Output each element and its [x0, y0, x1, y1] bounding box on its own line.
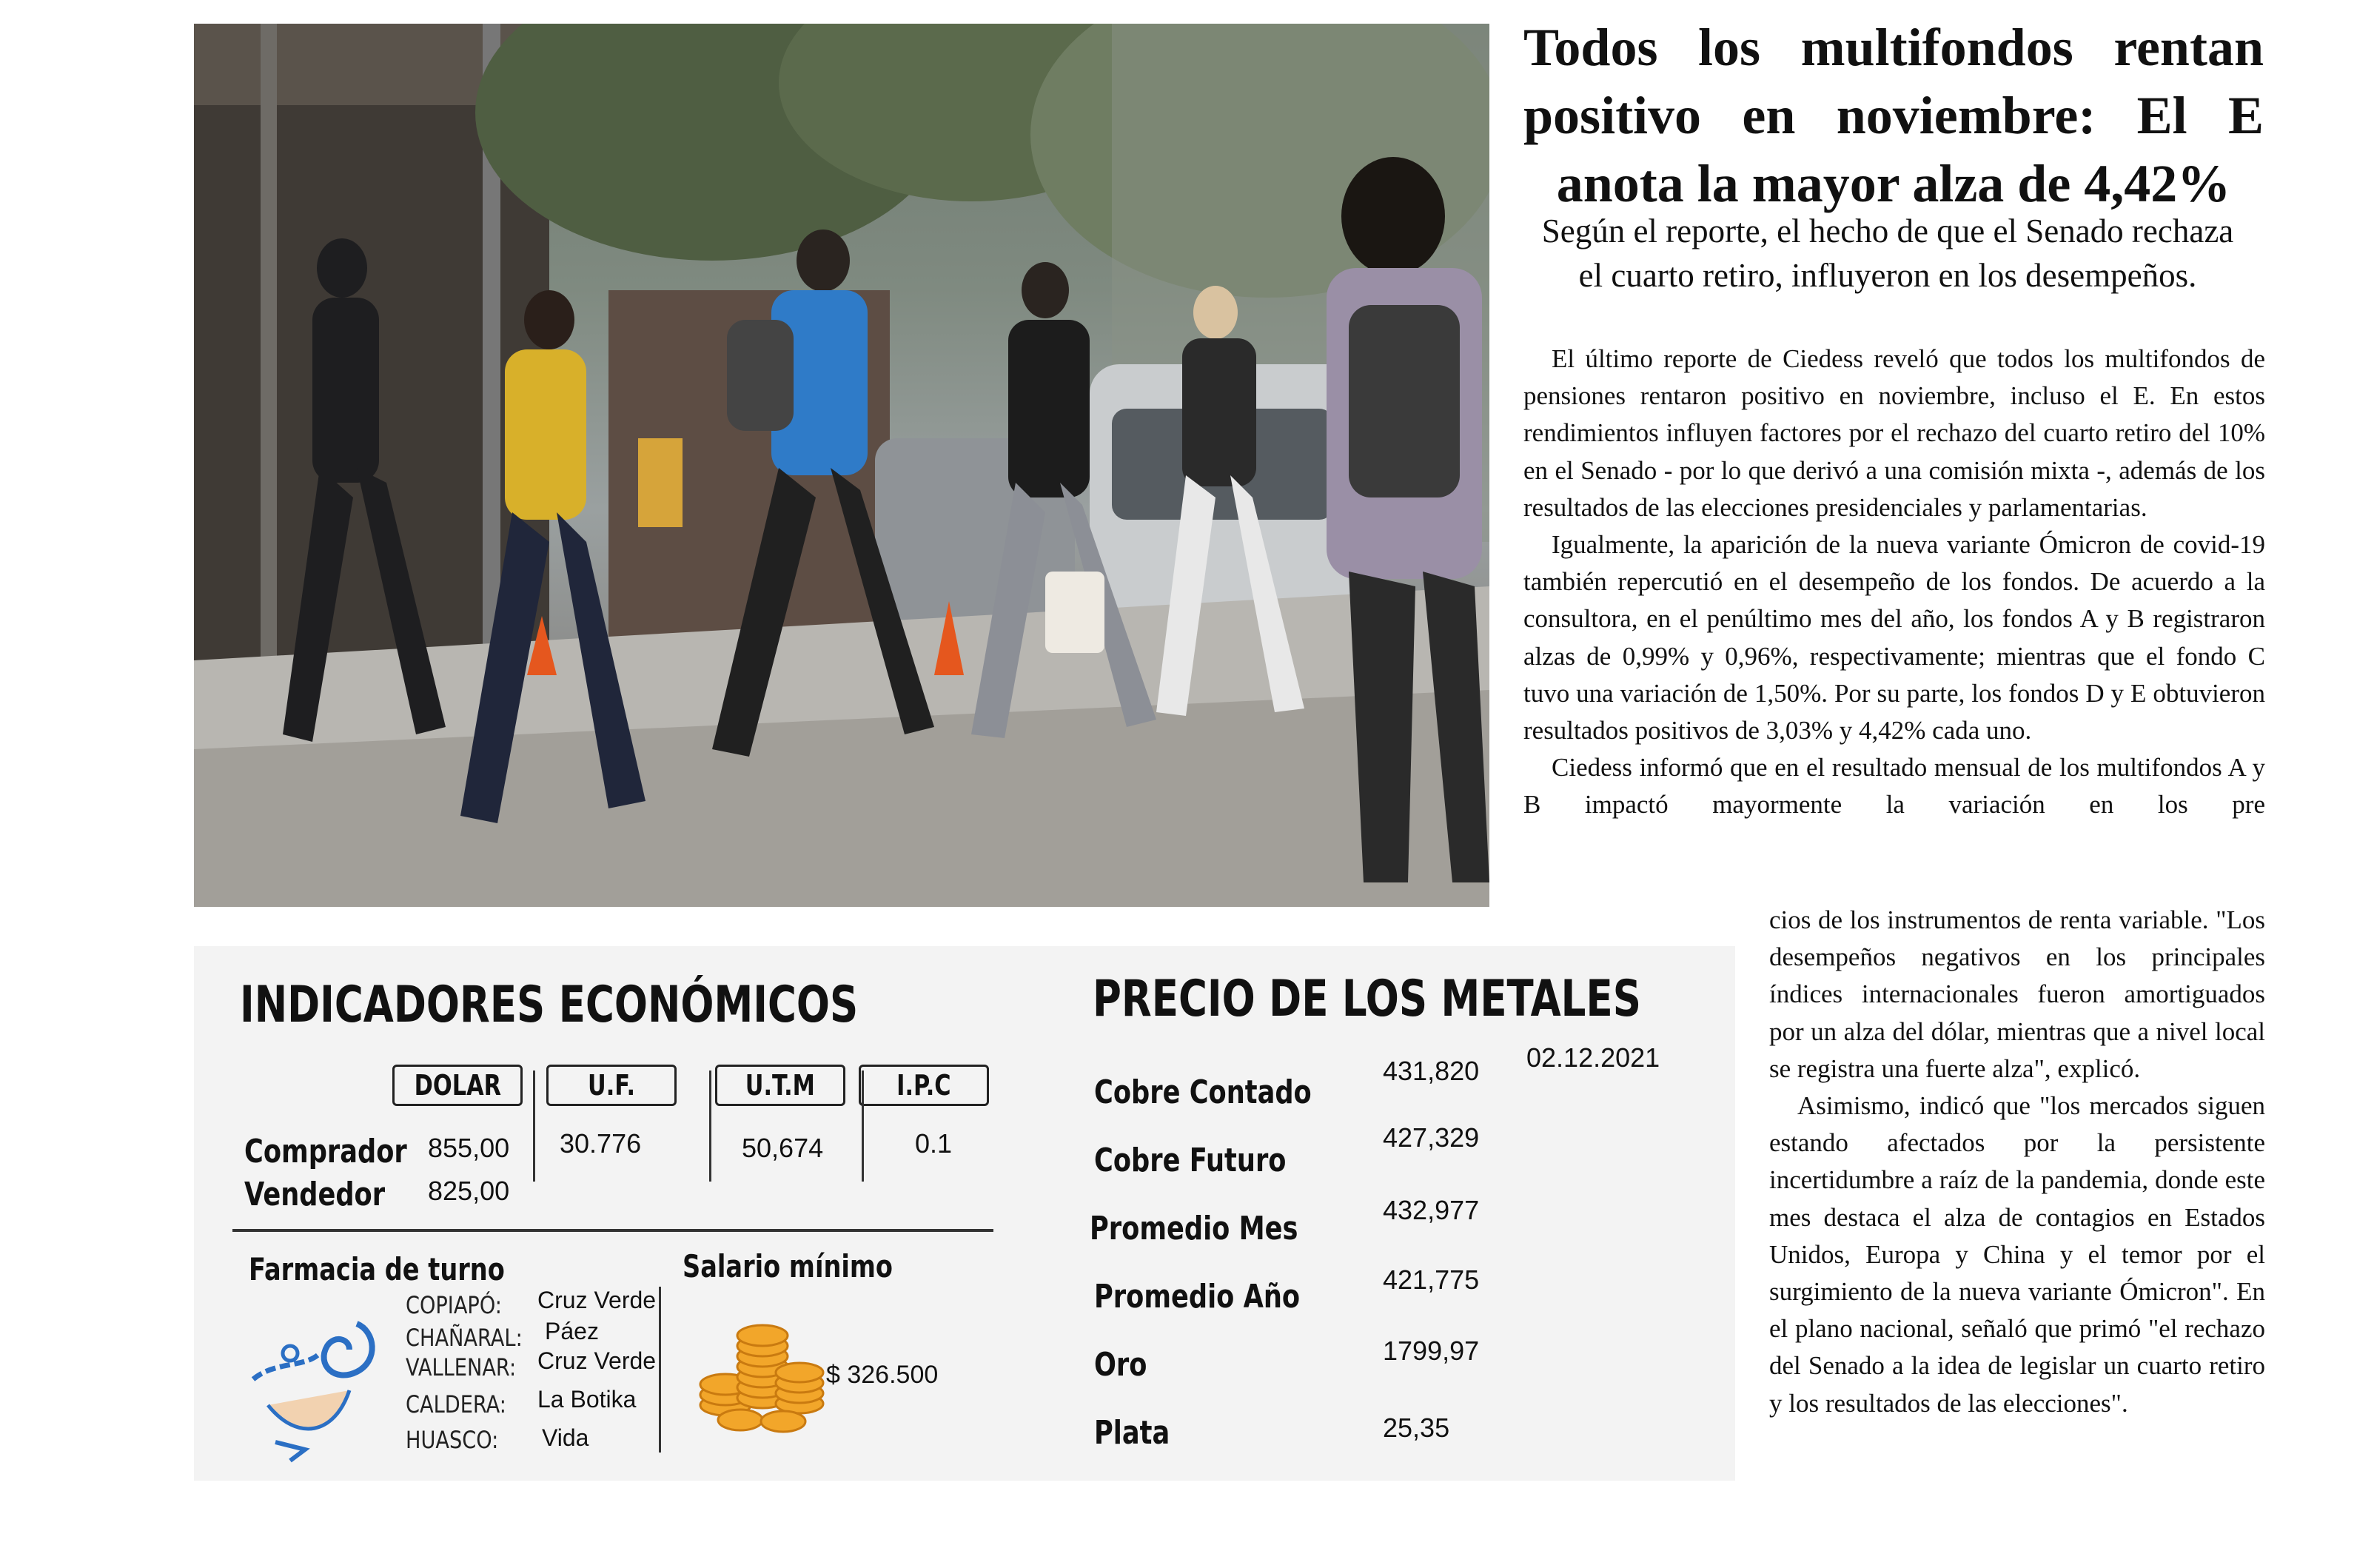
- news-photo-pedestrians: [194, 24, 1489, 907]
- metal-label: Oro: [1094, 1346, 1147, 1384]
- pharmacy-divider: [659, 1287, 661, 1453]
- dolar-comprador-value: 855,00: [428, 1133, 510, 1163]
- economic-indicators-panel: [194, 946, 1735, 1481]
- metals-title: PRECIO DE LOS METALES: [1093, 970, 1641, 1028]
- pharmacy-city: VALLENAR:: [406, 1353, 517, 1381]
- column-header-utm: U.T.M: [715, 1065, 845, 1106]
- metals-date: 02.12.2021: [1526, 1042, 1660, 1073]
- metal-label: Plata: [1094, 1414, 1170, 1452]
- article-paragraph: Igualmente, la aparición de la nueva variante Ómicron de covid-19 también repercutió en el desempeño de los fondos. De acuerdo a la consultora, en el penúltimo mes del año, los fondos A y B registraron alzas de 0,99% y 0,96%, respectivamente; mientras que el fondo C tuvo una variación de 1,50%. Por su parte, los fondos D y E obtuvieron resultados positivos de 3,03% y 4,42% cada uno.: [1523, 530, 2265, 746]
- article-subheadline: Según el reporte, el hecho de que el Senado rechaza el cuarto retiro, influyeron en los desempeños.: [1541, 212, 2234, 294]
- metal-value: 25,35: [1383, 1413, 1450, 1443]
- pharmacy-name: Páez: [545, 1318, 599, 1344]
- pharmacy-city: COPIAPÓ:: [406, 1291, 502, 1319]
- pharmacy-icon: [246, 1301, 386, 1464]
- pharmacy-city: HUASCO:: [406, 1426, 499, 1454]
- indicators-divider: [232, 1229, 993, 1232]
- metal-value: 421,775: [1383, 1264, 1480, 1295]
- metal-value: 427,329: [1383, 1122, 1480, 1153]
- ipc-value: 0.1: [915, 1128, 953, 1159]
- dolar-vendedor-value: 825,00: [428, 1176, 510, 1206]
- pharmacy-name: La Botika: [537, 1386, 637, 1413]
- column-header-dolar: DOLAR: [392, 1065, 523, 1106]
- coins-icon: [688, 1316, 829, 1435]
- article-headline: Todos los multifondos rentan positivo en noviembre: El E anota la mayor alza de 4,42%: [1523, 18, 2264, 213]
- uf-value: 30.776: [560, 1128, 642, 1159]
- article-body-column-2: [1769, 902, 2265, 1422]
- pharmacy-title: Farmacia de turno: [249, 1251, 505, 1287]
- salary-amount: $ 326.500: [826, 1361, 939, 1389]
- pharmacy-city: CHAÑARAL:: [406, 1324, 523, 1352]
- article-paragraph: Asimismo, indicó que "los mercados siguen estando afectados por la persistente incertidumbre a raíz de la pandemia, donde este mes destaca el alza de contagios en Estados Unidos, Europa y China y el temor por el surgimiento de la nueva variante Ómicron". En el plano nacional, señaló que primó "el rechazo del Senado a la idea de legislar un cuarto retiro y los resultados de las elecciones".: [1769, 1091, 2265, 1418]
- metal-label: Cobre Contado: [1094, 1073, 1312, 1111]
- metal-value: 1799,97: [1383, 1336, 1480, 1366]
- article-body-column-1: [1523, 341, 2265, 824]
- indicators-title: INDICADORES ECONÓMICOS: [240, 976, 859, 1034]
- metal-value: 432,977: [1383, 1195, 1480, 1225]
- pharmacy-name: Vida: [542, 1424, 589, 1451]
- column-divider: [862, 1071, 864, 1182]
- article-paragraph: El último reporte de Ciedess reveló que todos los multifondos de pensiones rentaron positivo en noviembre, incluso el E. En estos rendimientos influyen factores por el rechazo del cuarto retiro del 10% en el Senado - por lo que derivó a una comisión mixta -, además de los resultados de las elecciones presidenciales y parlamentarias.: [1523, 344, 2265, 522]
- column-divider: [709, 1071, 711, 1182]
- article-paragraph: Ciedess informó que en el resultado mensual de los multifondos A y B impactó mayormente la variación en los pre: [1523, 753, 2265, 820]
- metal-label: Promedio Año: [1094, 1278, 1301, 1316]
- utm-value: 50,674: [742, 1133, 824, 1163]
- metal-label: Cobre Futuro: [1094, 1142, 1287, 1179]
- pharmacy-city: CALDERA:: [406, 1390, 506, 1418]
- salary-title: Salario mínimo: [683, 1248, 893, 1284]
- article-paragraph: cios de los instrumentos de renta variable. "Los desempeños negativos en los principales índices internacionales fueron amortiguados por un alza del dólar, mientras que a nivel local se registra una fuerte alza", explicó.: [1769, 905, 2265, 1083]
- column-header-ipc: I.P.C: [859, 1065, 989, 1106]
- metal-label: Promedio Mes: [1090, 1210, 1298, 1247]
- pharmacy-name: Cruz Verde: [537, 1347, 657, 1374]
- pharmacy-name: Cruz Verde: [537, 1287, 657, 1313]
- column-header-uf: U.F.: [546, 1065, 677, 1106]
- column-divider: [533, 1071, 535, 1182]
- row-label-comprador: Comprador: [244, 1133, 407, 1170]
- row-label-vendedor: Vendedor: [244, 1176, 386, 1213]
- metal-value: 431,820: [1383, 1056, 1480, 1086]
